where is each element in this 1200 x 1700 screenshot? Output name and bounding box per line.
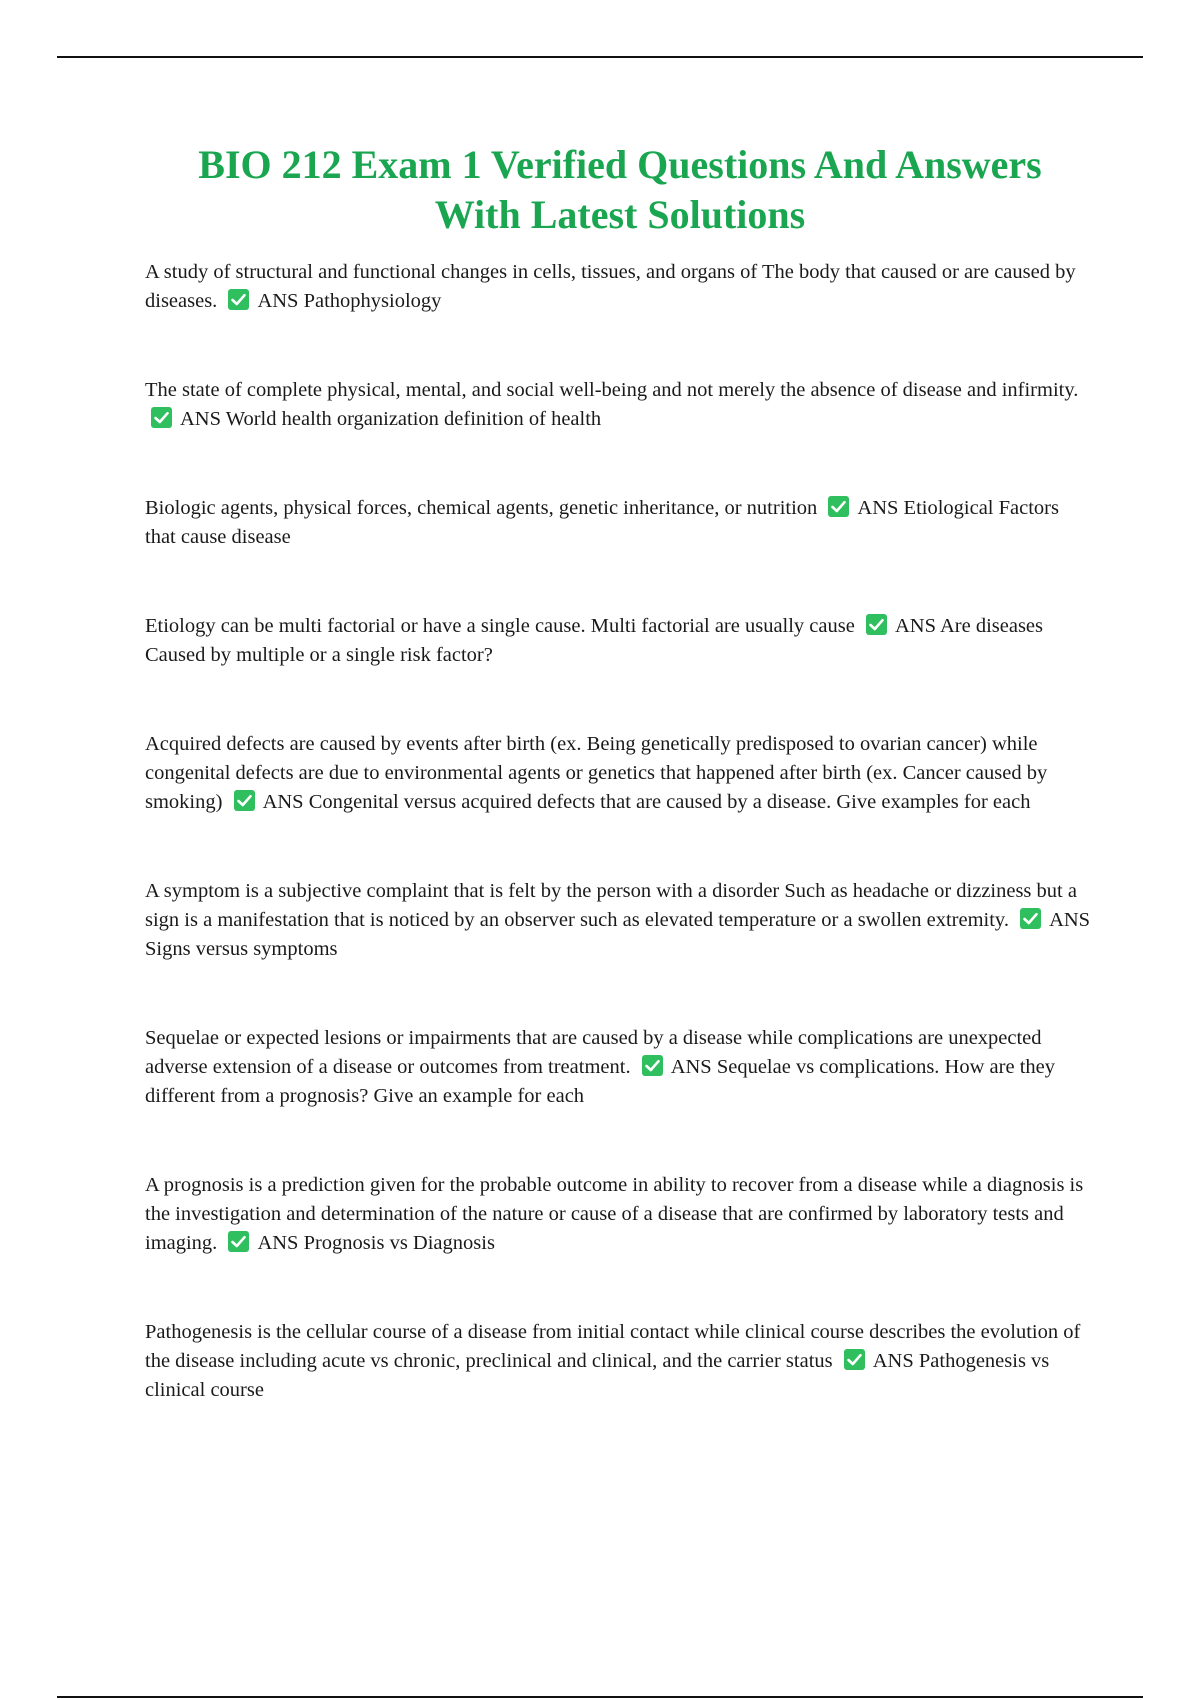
top-rule — [57, 56, 1143, 58]
qa-item — [145, 376, 1091, 434]
question-text: Biologic agents, physical forces, chemical agents, genetic inheritance, or nutrition — [145, 497, 818, 519]
check-box-icon — [228, 289, 249, 310]
check-box-icon — [151, 407, 172, 428]
answer-text: ANS Are diseases Caused by multiple or a single risk factor? — [145, 615, 1044, 666]
check-box-icon — [1020, 908, 1041, 929]
check-box-icon — [228, 1231, 249, 1252]
answer-text: ANS Pathogenesis vs clinical course — [145, 1350, 1050, 1401]
answer-text: ANS Prognosis vs Diagnosis — [257, 1232, 495, 1254]
question-text: Etiology can be multi factorial or have a single cause. Multi factorial are usually cause — [145, 615, 855, 637]
title-line-1: BIO 212 Exam 1 Verified Questions And Answers — [198, 142, 1042, 187]
question-text: A study of structural and functional changes in cells, tissues, and organs of The body that caused or are caused by diseases. — [145, 261, 1076, 312]
check-box-icon — [642, 1055, 663, 1076]
qa-item — [145, 258, 1091, 316]
qa-list — [145, 258, 1091, 1465]
question-text: A symptom is a subjective complaint that is felt by the person with a disorder Such as headache or dizziness but a sign is a manifestation that is noticed by an observer such as elevated temperature or a swollen extremity. — [145, 880, 1077, 931]
qa-item — [145, 1024, 1091, 1111]
qa-item — [145, 877, 1091, 964]
title-line-2: With Latest Solutions — [434, 192, 806, 237]
question-text: Pathogenesis is the cellular course of a disease from initial contact while clinical course describes the evolution of the disease including acute vs chronic, preclinical and clinical, and the carrier status — [145, 1321, 1081, 1372]
check-box-icon — [234, 790, 255, 811]
qa-item — [145, 612, 1091, 670]
answer-text: ANS Congenital versus acquired defects that are caused by a disease. Give examples for each — [262, 791, 1031, 813]
question-text: Acquired defects are caused by events after birth (ex. Being genetically predisposed to ovarian cancer) while congenital defects are due to environmental agents or genetics that happened after birth (ex. Cancer caused by smoking) — [145, 733, 1048, 813]
answer-text: ANS World health organization definition of health — [180, 408, 602, 430]
qa-item — [145, 1318, 1091, 1405]
qa-item — [145, 1171, 1091, 1258]
answer-text: ANS Pathophysiology — [257, 290, 442, 312]
question-text: A prognosis is a prediction given for the probable outcome in ability to recover from a disease while a diagnosis is the investigation and determination of the nature or cause of a disease that are confirmed by laboratory tests and imaging. — [145, 1174, 1084, 1254]
check-box-icon — [866, 614, 887, 635]
qa-item — [145, 494, 1091, 552]
answer-text: ANS Sequelae vs complications. How are they different from a prognosis? Give an example for each — [145, 1056, 1055, 1107]
bottom-rule — [57, 1696, 1143, 1698]
check-box-icon — [828, 496, 849, 517]
question-text: The state of complete physical, mental, and social well-being and not merely the absence of disease and infirmity. — [145, 379, 1079, 401]
question-text: Sequelae or expected lesions or impairments that are caused by a disease while complications are unexpected adverse extension of a disease or outcomes from treatment. — [145, 1027, 1042, 1078]
answer-text: ANS Etiological Factors that cause disease — [145, 497, 1059, 548]
check-box-icon — [844, 1349, 865, 1370]
page-title — [120, 140, 1120, 240]
qa-item — [145, 730, 1091, 817]
answer-text: ANS Signs versus symptoms — [145, 909, 1091, 960]
